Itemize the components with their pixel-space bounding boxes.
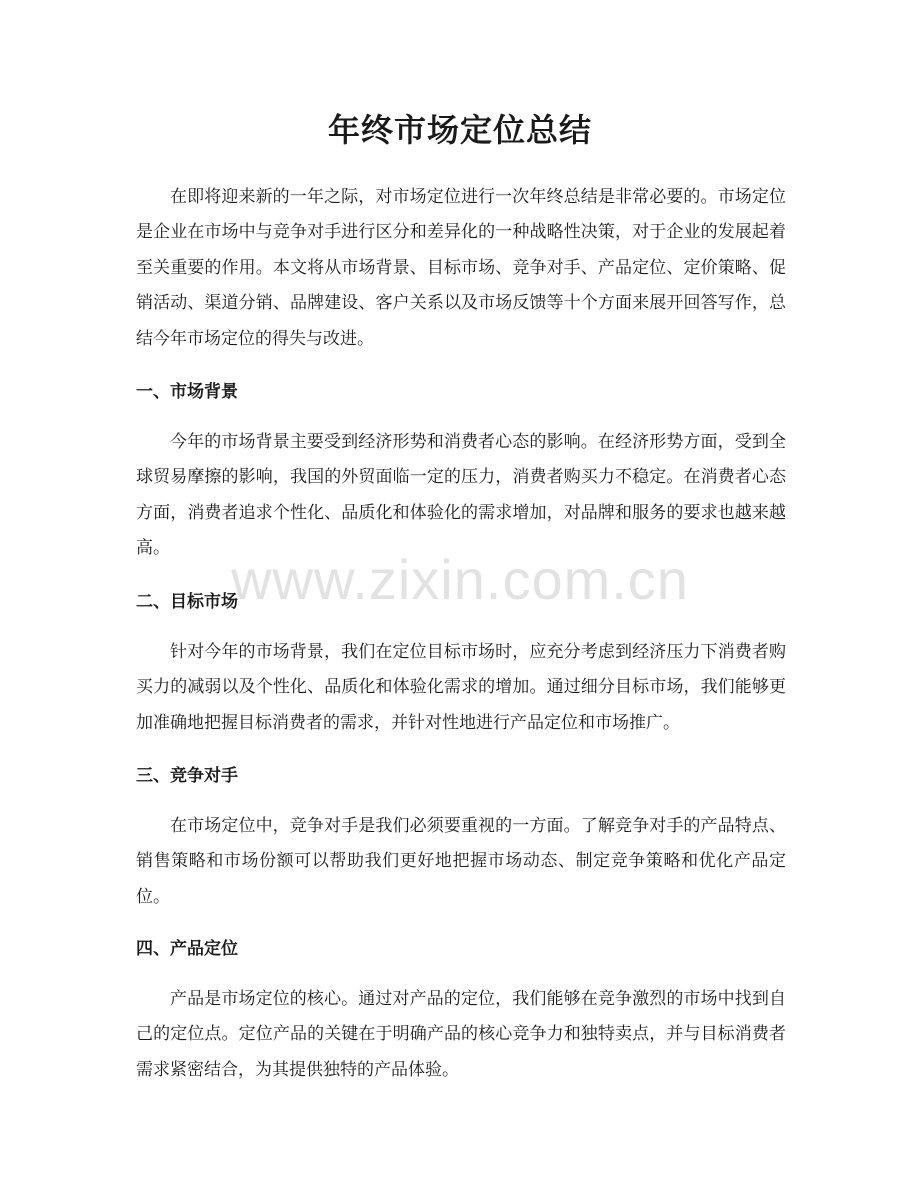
watermark: www.zixin.com.cn	[231, 548, 689, 611]
section-heading-market-background: 一、市场背景	[136, 382, 238, 402]
section-body-product-positioning: 产品是市场定位的核心。通过对产品的定位，我们能够在竞争激烈的市场中找到自己的定位点。定位产品的关键在于明确产品的核心竞争力和独特卖点，并与目标消费者需求紧密结合，为其提供独特的产品体验。	[136, 989, 786, 1080]
section-body-competitors: 在市场定位中，竞争对手是我们必须要重视的一方面。了解竞争对手的产品特点、销售策略和市场份额可以帮助我们更好地把握市场动态、制定竞争策略和优化产品定位。	[136, 816, 786, 907]
section-body-target-market: 针对今年的市场背景，我们在定位目标市场时，应充分考虑到经济压力下消费者购买力的减弱以及个性化、品质化和体验化需求的增加。通过细分目标市场，我们能够更加准确地把握目标消费者的需求，并针对性地进行产品定位和市场推广。	[136, 642, 786, 733]
section-heading-product-positioning: 四、产品定位	[136, 939, 238, 959]
section-body-market-background: 今年的市场背景主要受到经济形势和消费者心态的影响。在经济形势方面，受到全球贸易摩擦的影响，我国的外贸面临一定的压力，消费者购买力不稳定。在消费者心态方面，消费者追求个性化、品质化和体验化的需求增加，对品牌和服务的要求也越来越高。	[136, 432, 786, 559]
intro-paragraph: 在即将迎来新的一年之际，对市场定位进行一次年终总结是非常必要的。市场定位是企业在市场中与竞争对手进行区分和差异化的一种战略性决策，对于企业的发展起着至关重要的作用。本文将从市场背景、目标市场、竞争对手、产品定位、定价策略、促销活动、渠道分销、品牌建设、客户关系以及市场反馈等十个方面来展开回答写作，总结今年市场定位的得失与改进。	[136, 187, 786, 349]
section-heading-competitors: 三、竞争对手	[136, 766, 238, 786]
section-heading-target-market: 二、目标市场	[136, 592, 238, 612]
document-title: 年终市场定位总结	[327, 111, 592, 149]
